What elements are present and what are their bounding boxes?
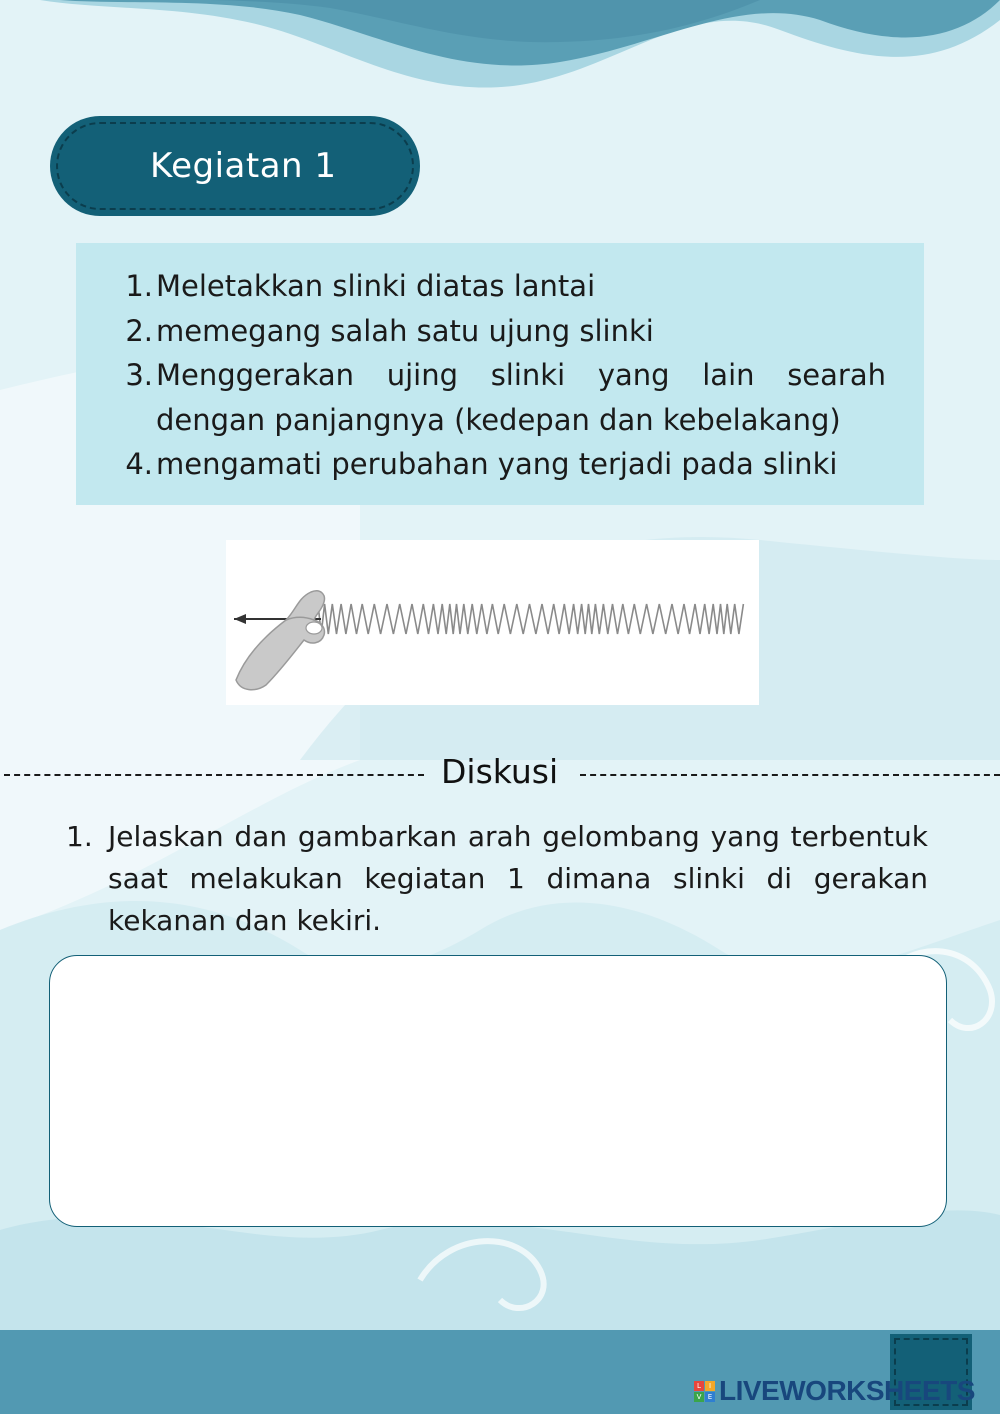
- step-item: [114, 353, 886, 442]
- question-text: Jelaskan dan gambarkan arah gelombang yang terbentuk saat melakukan kegiatan 1 dimana slinki di gerakan kekanan dan kekiri.: [108, 820, 928, 937]
- hand-holding-slinky-icon: [226, 540, 759, 705]
- liveworksheets-logo[interactable]: [694, 1375, 975, 1407]
- dashed-divider-left: [4, 774, 424, 776]
- step-number: 3.: [125, 358, 153, 392]
- step-text: memegang salah satu ujung slinki: [156, 313, 654, 348]
- liveworksheets-logo-icon: L I V E: [694, 1381, 715, 1402]
- step-number: 4.: [125, 447, 153, 481]
- question-number: 1.: [66, 820, 93, 853]
- liveworksheets-brand-text: LIVEWORKSHEETS: [719, 1375, 975, 1406]
- step-text: mengamati perubahan yang terjadi pada slinki: [156, 447, 838, 481]
- discussion-header: [0, 752, 1000, 796]
- step-text: Menggerakan ujing slinki yang lain searah dengan panjangnya (kedepan dan kebelakang): [156, 358, 886, 437]
- step-item: [114, 442, 886, 487]
- step-number: 1.: [125, 269, 153, 303]
- slinky-illustration: [226, 540, 759, 705]
- steps-list: [114, 264, 886, 487]
- discussion-title: Diskusi: [441, 752, 559, 791]
- step-text: Meletakkan slinki diatas lantai: [156, 269, 596, 303]
- discussion-question: [66, 816, 928, 942]
- dashed-divider-right: [580, 774, 1000, 776]
- step-item: [114, 264, 886, 309]
- activity-title: Kegiatan 1: [150, 146, 337, 186]
- answer-field[interactable]: [49, 955, 947, 1227]
- step-number: 2.: [125, 313, 153, 348]
- step-item: [114, 309, 886, 354]
